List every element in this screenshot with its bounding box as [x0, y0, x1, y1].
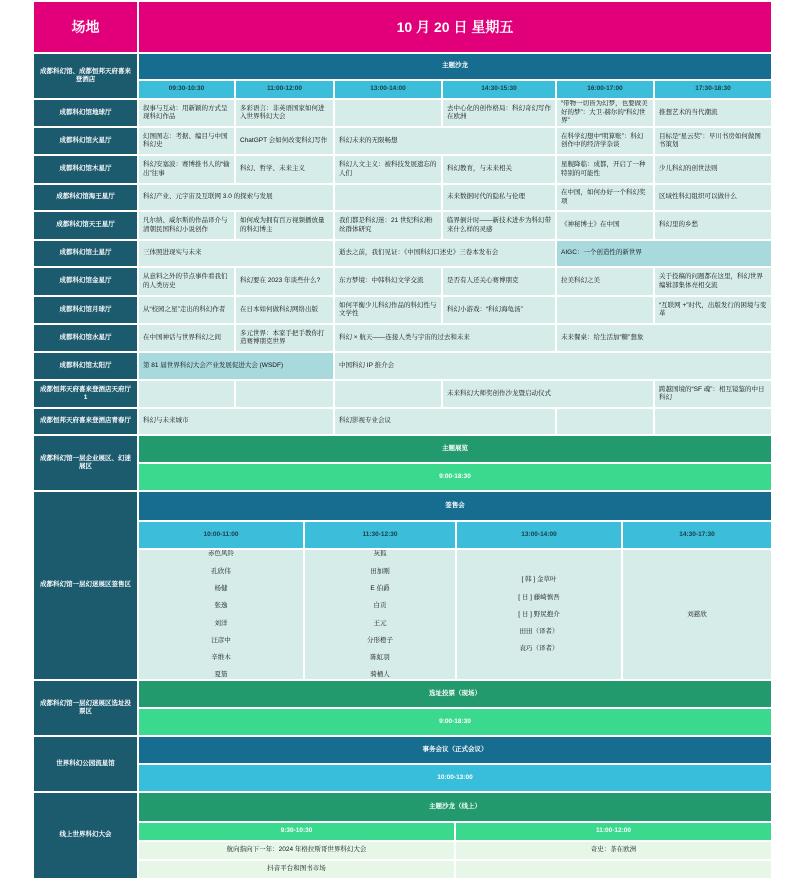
- room-venue: 成都科幻馆海王星厅: [33, 184, 138, 211]
- signing-time-1: 10:00-11:00: [138, 521, 304, 549]
- session-cell[interactable]: 第 81 届世界科幻大会产业发展促进大会 (WSDF): [138, 352, 334, 380]
- signing-time-4: 14:30-17:30: [622, 521, 772, 549]
- session-cell[interactable]: “带物一切皆为幻梦，也要做美好的梦”：大卫·赫尔的“科幻世界”: [556, 99, 654, 127]
- session-cell[interactable]: 科幻里的乡愁: [654, 211, 772, 240]
- session-cell[interactable]: 东方梦境：中韩科幻文学交流: [334, 267, 442, 296]
- session-cell[interactable]: 在日本如何做科幻网络出版: [235, 296, 334, 324]
- room-venue: 成都科幻馆天王星厅: [33, 211, 138, 240]
- session-cell[interactable]: 未来数据时代的隐私与伦理: [442, 184, 556, 211]
- session-cell: [138, 380, 235, 408]
- room-venue: 成都恒邦天府喜来登酒店天府厅 1: [33, 380, 138, 408]
- date-header: 10 月 20 日 星期五: [138, 1, 772, 53]
- session-cell: [654, 408, 772, 435]
- session-cell[interactable]: 三体照进现实与未来: [138, 240, 334, 267]
- author-name: [ 韩 ] 金草叶: [521, 576, 557, 584]
- author-name: 赤色风铃: [208, 550, 234, 558]
- signing-authors-4: [622, 549, 772, 680]
- session-cell[interactable]: 如何平衡少儿科幻作品的科幻性与文学性: [334, 296, 442, 324]
- author-name: [ 日 ] 野尻抱介: [518, 610, 560, 618]
- room-venue: 成都科幻馆木星厅: [33, 155, 138, 184]
- salon-venue: 成都科幻馆、成都恒邦天府喜来登酒店: [33, 53, 138, 99]
- expo-bar: 主题展览: [138, 435, 772, 463]
- session-cell[interactable]: 从“校园之星”走出的科幻作者: [138, 296, 235, 324]
- session-cell[interactable]: 是否有人还关心赛博朋克: [442, 267, 556, 296]
- session-cell[interactable]: 科幻要在 2023 年谈些什么?: [235, 267, 334, 296]
- session-cell[interactable]: 推想艺术的当代潮流: [654, 99, 772, 127]
- author-name: 分形橙子: [367, 636, 393, 644]
- session-cell[interactable]: 航向指向下一年：2024 年格拉斯哥世界科幻大会: [138, 841, 455, 860]
- author-name: 夏笳: [214, 671, 228, 679]
- session-cell[interactable]: 我们都是科幻迷：21 世纪科幻粉丝群体研究: [334, 211, 442, 240]
- vote-bar: 选址投票（现场）: [138, 680, 772, 708]
- signing-authors-1: [138, 549, 304, 680]
- business-bar: 事务会议（正式会议）: [138, 736, 772, 764]
- session-cell: [455, 860, 772, 879]
- author-name: 刘洋: [214, 619, 228, 627]
- room-venue: 成都科幻馆水星厅: [33, 324, 138, 352]
- session-cell[interactable]: 去中心化的创作格局：科幻奇幻写作在欧洲: [442, 99, 556, 127]
- room-venue: 成都恒邦天府喜来登酒店青春厅: [33, 408, 138, 435]
- salon-time-5: 16:00-17:00: [556, 80, 654, 99]
- author-name: 灰狐: [373, 550, 387, 558]
- venue-column-header: 场地: [33, 1, 138, 53]
- salon-time-6: 17:30-18:30: [654, 80, 772, 99]
- session-cell[interactable]: 区域性科幻组织可以做什么: [654, 184, 772, 211]
- author-name: 孔欣伟: [211, 567, 231, 575]
- author-name: 杨健: [214, 584, 228, 592]
- session-cell[interactable]: 科幻产业、元宇宙及互联网 3.0 的探索与发展: [138, 184, 334, 211]
- signing-authors-3: [456, 549, 622, 680]
- business-time: 10:00-13:00: [138, 764, 772, 792]
- session-cell[interactable]: 逝去之前，我们见证：《中国科幻口述史》三卷本发布会: [334, 240, 556, 267]
- session-cell[interactable]: 从意料之外的节点事件看我们的人类历史: [138, 267, 235, 296]
- business-venue: 世界科幻公园流星馆: [33, 736, 138, 792]
- room-venue: 成都科幻馆土星厅: [33, 240, 138, 267]
- online-venue: 线上世界科幻大会: [33, 792, 138, 879]
- session-cell[interactable]: 未来科幻大师奖创作沙龙暨启动仪式: [442, 380, 654, 408]
- session-cell[interactable]: 如何成为拥有百万视频播放量的科幻博主: [235, 211, 334, 240]
- session-cell[interactable]: 科幻教育，与未来相关: [442, 155, 556, 184]
- session-cell[interactable]: 幻图图志：考据、编目与中国科幻史: [138, 127, 235, 155]
- author-name: 王元: [373, 619, 387, 627]
- room-venue: 成都科幻馆金星厅: [33, 267, 138, 296]
- session-cell[interactable]: 在中国，如何办好一个科幻奖项: [556, 184, 654, 211]
- online-time-2: 11:00-12:00: [455, 822, 772, 841]
- author-name: 田田（译者）: [519, 628, 559, 636]
- session-cell[interactable]: 临界倒计时——新技术进步为科幻带来什么样的灵感: [442, 211, 556, 240]
- session-cell[interactable]: 科幻未来的无限畅想: [334, 127, 556, 155]
- author-name: 白贡: [373, 602, 387, 610]
- session-cell[interactable]: 叙事与互动：用新颖的方式呈现科幻作品: [138, 99, 235, 127]
- signing-time-3: 13:00-14:00: [456, 521, 622, 549]
- session-cell[interactable]: AIGC：一个创造性的新世界: [556, 240, 772, 267]
- session-cell[interactable]: ChatGPT 会如何改变科幻写作: [235, 127, 334, 155]
- session-cell: [334, 380, 442, 408]
- session-cell[interactable]: 科幻与未来城市: [138, 408, 334, 435]
- session-cell[interactable]: 多彩语言：非英语国家如何进入世界科幻大会: [235, 99, 334, 127]
- session-cell[interactable]: 科幻影视专业会议: [334, 408, 556, 435]
- session-cell[interactable]: 中国科幻 IP 推介会: [334, 352, 772, 380]
- author-name: 张逸: [214, 602, 228, 610]
- session-cell[interactable]: 跨越国境的“SF 魂”：相互镜鉴的中日科幻: [654, 380, 772, 408]
- author-name: 田加刚: [370, 567, 390, 575]
- author-name: E 伯爵: [370, 584, 390, 592]
- session-cell: [334, 184, 442, 211]
- session-cell[interactable]: 在科学幻想中“明算账”：科幻创作中的经济学杂谈: [556, 127, 654, 155]
- session-cell[interactable]: “互联网 +”时代，出版发行的困境与变革: [654, 296, 772, 324]
- room-venue: 成都科幻馆月球厅: [33, 296, 138, 324]
- session-cell[interactable]: 在中国神话与世界科幻之间: [138, 324, 235, 352]
- signing-venue: 成都科幻馆一层幻迷展区签售区: [33, 491, 138, 680]
- session-cell[interactable]: 星舰降临：成都，开启了一种特别的可能性: [556, 155, 654, 184]
- author-name: 刘慈欣: [687, 610, 707, 618]
- author-name: 陈虹羽: [370, 654, 390, 662]
- salon-bar: 主题沙龙: [138, 53, 772, 80]
- session-cell[interactable]: 关于投稿的问题都在这里，科幻世界编辑部集体亮相交流: [654, 267, 772, 296]
- salon-time-2: 11:00-12:00: [235, 80, 334, 99]
- salon-time-1: 09:30-10:30: [138, 80, 235, 99]
- online-time-1: 9:30-10:30: [138, 822, 455, 841]
- session-cell[interactable]: 凡尔纳、威尔斯的作品译介与清朝民国科幻小说创作: [138, 211, 235, 240]
- author-name: 袁巧（译者）: [519, 645, 559, 653]
- vote-time: 9:00-18:30: [138, 708, 772, 736]
- signing-authors-2: [304, 549, 456, 680]
- expo-venue: 成都科幻馆一层企业展区、幻迷展区: [33, 435, 138, 491]
- session-cell[interactable]: 科幻人文主义：被科技发展遗忘的人们: [334, 155, 442, 184]
- session-cell: [235, 380, 334, 408]
- session-cell[interactable]: 科幻、哲学、未来主义: [235, 155, 334, 184]
- online-bar: 主题沙龙（线上）: [138, 792, 772, 822]
- session-cell[interactable]: 《神秘博士》在中国: [556, 211, 654, 240]
- signing-bar: 签售会: [138, 491, 772, 521]
- session-cell[interactable]: 科幻 × 航天——连接人类与宇宙的过去和未来: [334, 324, 556, 352]
- session-cell: [556, 296, 654, 324]
- author-name: 骑桶人: [370, 671, 390, 679]
- session-cell[interactable]: 科幻安塞波：赛博推书人的“输出”往事: [138, 155, 235, 184]
- session-cell[interactable]: 多元世界：本家手把手教你打造赛博朋克世界: [235, 324, 334, 352]
- author-name: 汪彦中: [211, 636, 231, 644]
- author-name: 辛维木: [211, 654, 231, 662]
- session-cell[interactable]: 科幻小游戏：“科幻海龟汤”: [442, 296, 556, 324]
- session-cell[interactable]: 未来餐桌：给生活加“糖”想象: [556, 324, 772, 352]
- session-cell[interactable]: 奇史：茶在欧洲: [455, 841, 772, 860]
- session-cell[interactable]: 抖音平台和图书市场: [138, 860, 455, 879]
- session-cell[interactable]: 拉美科幻之美: [556, 267, 654, 296]
- vote-venue: 成都科幻馆一层幻迷展区选址投票区: [33, 680, 138, 736]
- salon-time-4: 14:30-15:30: [442, 80, 556, 99]
- author-name: [ 日 ] 藤崎慎吾: [518, 593, 560, 601]
- session-cell: [556, 408, 654, 435]
- signing-time-2: 11:30-12:30: [304, 521, 456, 549]
- salon-time-3: 13:00-14:00: [334, 80, 442, 99]
- expo-time: 9:00-18:30: [138, 463, 772, 491]
- session-cell[interactable]: 目标是“星云奖”：早川书房如何做图书策划: [654, 127, 772, 155]
- room-venue: 成都科幻馆地球厅: [33, 99, 138, 127]
- session-cell: [334, 99, 442, 127]
- session-cell[interactable]: 少儿科幻的创世法则: [654, 155, 772, 184]
- room-venue: 成都科幻馆火星厅: [33, 127, 138, 155]
- room-venue: 成都科幻馆太阳厅: [33, 352, 138, 380]
